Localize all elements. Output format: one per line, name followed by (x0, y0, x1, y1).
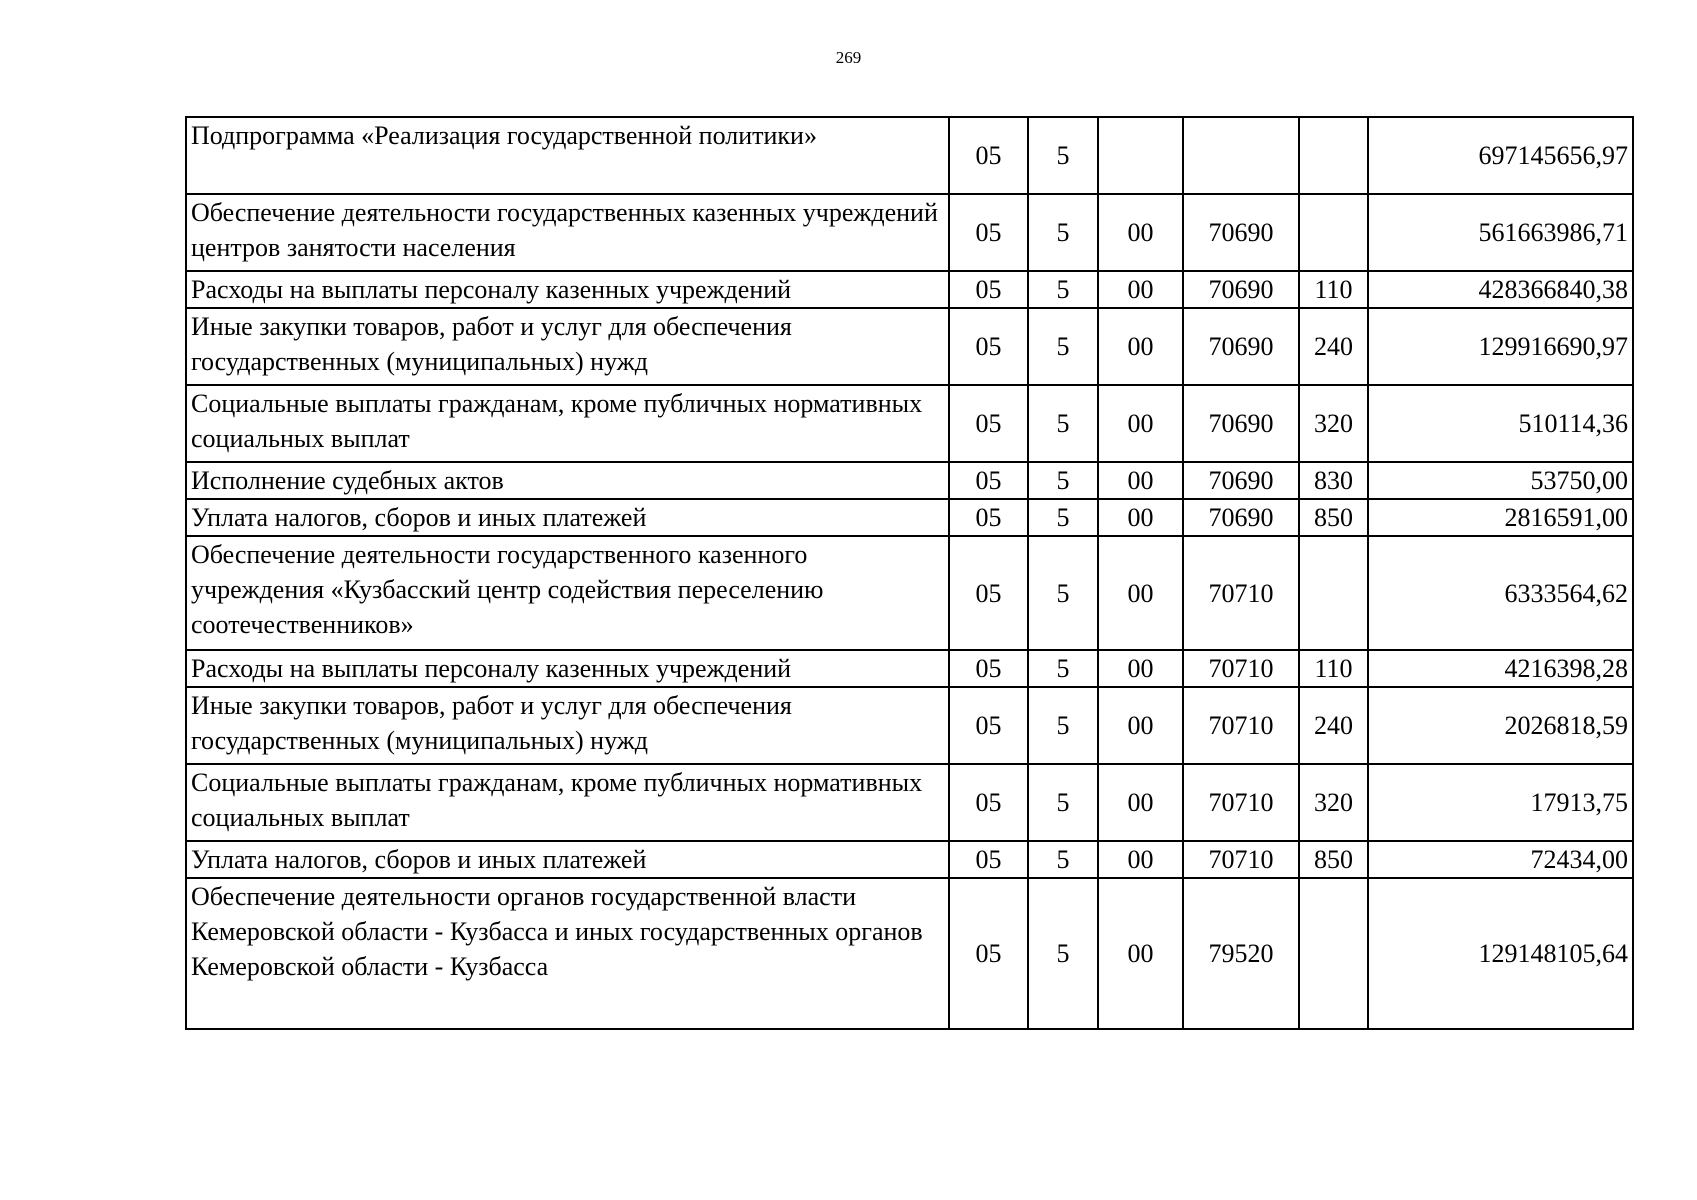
table-row (186, 308, 1633, 385)
code-program: 5 (1028, 764, 1098, 841)
row-sum: 17913,75 (1368, 764, 1633, 841)
code-section: 05 (949, 117, 1028, 194)
code-direction: 70710 (1183, 841, 1299, 878)
row-sum: 561663986,71 (1368, 194, 1633, 271)
code-section: 05 (949, 271, 1028, 308)
code-direction: 70710 (1183, 650, 1299, 687)
code-expense-type: 320 (1299, 764, 1368, 841)
code-program: 5 (1028, 878, 1098, 1029)
code-section: 05 (949, 878, 1028, 1029)
code-expense-type: 110 (1299, 650, 1368, 687)
row-name: Иные закупки товаров, работ и услуг для обеспечения государственных (муниципальных) нужд (186, 687, 949, 764)
code-subprogram: 00 (1098, 687, 1183, 764)
code-direction: 70690 (1183, 194, 1299, 271)
row-name: Обеспечение деятельности государственного казенного учреждения «Кузбасский центр содействия переселению соотечественников» (186, 536, 949, 650)
row-sum: 2816591,00 (1368, 499, 1633, 536)
table-row (186, 878, 1633, 1029)
code-program: 5 (1028, 499, 1098, 536)
code-direction: 70710 (1183, 687, 1299, 764)
row-sum: 53750,00 (1368, 462, 1633, 499)
row-name: Расходы на выплаты персоналу казенных учреждений (186, 650, 949, 687)
code-expense-type: 240 (1299, 308, 1368, 385)
code-subprogram: 00 (1098, 536, 1183, 650)
code-subprogram: 00 (1098, 764, 1183, 841)
code-section: 05 (949, 308, 1028, 385)
code-direction: 70690 (1183, 385, 1299, 462)
row-name: Обеспечение деятельности органов государственной власти Кемеровской области - Кузбасса и иных государственных органов Кемеровской области - Кузбасса (186, 878, 949, 1029)
code-direction: 70710 (1183, 764, 1299, 841)
code-section: 05 (949, 687, 1028, 764)
code-expense-type: 320 (1299, 385, 1368, 462)
code-section: 05 (949, 385, 1028, 462)
code-subprogram: 00 (1098, 878, 1183, 1029)
code-subprogram: 00 (1098, 650, 1183, 687)
table-row (186, 650, 1633, 687)
code-program: 5 (1028, 841, 1098, 878)
row-name: Иные закупки товаров, работ и услуг для обеспечения государственных (муниципальных) нужд (186, 308, 949, 385)
code-program: 5 (1028, 194, 1098, 271)
code-section: 05 (949, 536, 1028, 650)
table-row (186, 499, 1633, 536)
row-name: Исполнение судебных актов (186, 462, 949, 499)
table-row (186, 385, 1633, 462)
code-program: 5 (1028, 536, 1098, 650)
code-subprogram: 00 (1098, 194, 1183, 271)
row-sum: 129148105,64 (1368, 878, 1633, 1029)
code-section: 05 (949, 499, 1028, 536)
table-row (186, 271, 1633, 308)
table-body (186, 117, 1633, 1029)
row-sum: 6333564,62 (1368, 536, 1633, 650)
row-sum: 2026818,59 (1368, 687, 1633, 764)
row-sum: 4216398,28 (1368, 650, 1633, 687)
code-program: 5 (1028, 308, 1098, 385)
code-expense-type: 110 (1299, 271, 1368, 308)
row-sum: 72434,00 (1368, 841, 1633, 878)
table-row (186, 536, 1633, 650)
row-name: Социальные выплаты гражданам, кроме публичных нормативных социальных выплат (186, 385, 949, 462)
row-name: Подпрограмма «Реализация государственной политики» (186, 117, 949, 194)
code-direction: 70690 (1183, 499, 1299, 536)
code-subprogram: 00 (1098, 462, 1183, 499)
budget-table (185, 116, 1634, 1030)
table-row (186, 841, 1633, 878)
code-program: 5 (1028, 650, 1098, 687)
code-section: 05 (949, 462, 1028, 499)
code-expense-type (1299, 117, 1368, 194)
code-expense-type (1299, 536, 1368, 650)
code-program: 5 (1028, 687, 1098, 764)
code-direction: 70690 (1183, 271, 1299, 308)
row-name: Расходы на выплаты персоналу казенных учреждений (186, 271, 949, 308)
row-name: Уплата налогов, сборов и иных платежей (186, 841, 949, 878)
code-direction: 70710 (1183, 536, 1299, 650)
code-subprogram (1098, 117, 1183, 194)
code-direction: 70690 (1183, 308, 1299, 385)
page-number: 269 (835, 48, 862, 67)
code-direction (1183, 117, 1299, 194)
row-name: Уплата налогов, сборов и иных платежей (186, 499, 949, 536)
row-sum: 697145656,97 (1368, 117, 1633, 194)
row-sum: 129916690,97 (1368, 308, 1633, 385)
code-subprogram: 00 (1098, 841, 1183, 878)
code-program: 5 (1028, 271, 1098, 308)
code-expense-type: 850 (1299, 499, 1368, 536)
code-expense-type: 850 (1299, 841, 1368, 878)
code-section: 05 (949, 841, 1028, 878)
code-subprogram: 00 (1098, 271, 1183, 308)
code-subprogram: 00 (1098, 385, 1183, 462)
table-row (186, 687, 1633, 764)
table-row (186, 462, 1633, 499)
table-row (186, 194, 1633, 271)
code-program: 5 (1028, 117, 1098, 194)
code-section: 05 (949, 194, 1028, 271)
row-sum: 428366840,38 (1368, 271, 1633, 308)
code-subprogram: 00 (1098, 499, 1183, 536)
code-expense-type: 830 (1299, 462, 1368, 499)
row-name: Обеспечение деятельности государственных казенных учреждений центров занятости населения (186, 194, 949, 271)
code-subprogram: 00 (1098, 308, 1183, 385)
table-row (186, 764, 1633, 841)
row-name: Социальные выплаты гражданам, кроме публичных нормативных социальных выплат (186, 764, 949, 841)
code-direction: 79520 (1183, 878, 1299, 1029)
code-program: 5 (1028, 385, 1098, 462)
code-expense-type: 240 (1299, 687, 1368, 764)
code-expense-type (1299, 878, 1368, 1029)
code-program: 5 (1028, 462, 1098, 499)
code-expense-type (1299, 194, 1368, 271)
table-row (186, 117, 1633, 194)
code-direction: 70690 (1183, 462, 1299, 499)
row-sum: 510114,36 (1368, 385, 1633, 462)
code-section: 05 (949, 650, 1028, 687)
code-section: 05 (949, 764, 1028, 841)
